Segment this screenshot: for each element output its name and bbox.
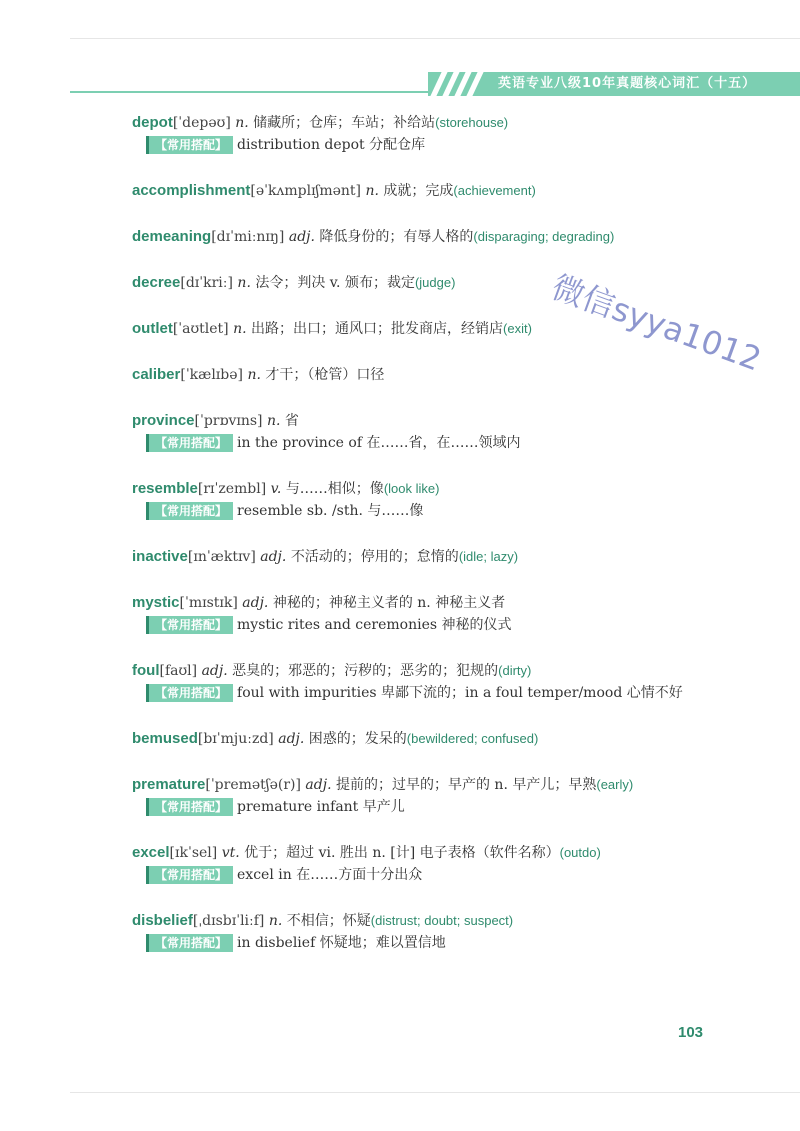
meaning: 储藏所；仓库；车站；补给站 — [253, 115, 436, 131]
synonyms: (early) — [596, 777, 634, 792]
phonetic: [ɪnˈæktɪv] — [187, 549, 256, 565]
synonyms: (bewildered; confused) — [406, 731, 539, 746]
headword: excel — [132, 844, 170, 861]
meaning: 成就；完成 — [383, 183, 454, 199]
phonetic: [dɪˈkriː] — [180, 275, 233, 291]
headword: decree — [132, 274, 181, 291]
vocab-entry — [132, 226, 752, 272]
headword: depot — [132, 114, 173, 131]
phonetic: [ˈpremətʃə(r)] — [205, 777, 301, 793]
phonetic: [ˈprɒvɪns] — [194, 413, 263, 429]
headword: premature — [132, 776, 206, 793]
phonetic: [dɪˈmiːnɪŋ] — [211, 229, 285, 245]
entry-headline — [132, 910, 752, 932]
part-of-speech: n. — [235, 115, 249, 131]
collocation-line — [132, 614, 752, 636]
phonetic: [ˈaʊtlet] — [172, 321, 229, 337]
headword: bemused — [132, 730, 198, 747]
phonetic: [ˈkælɪbə] — [180, 367, 243, 383]
header-title: 英语专业八级10年真题核心词汇（十五） — [498, 76, 757, 91]
vocab-entry — [132, 180, 752, 226]
phonetic: [ˈmɪstɪk] — [179, 595, 238, 611]
collocation: mystic rites and ceremonies 神秘的仪式 — [237, 617, 512, 633]
collocation-tag: 【常用搭配】 — [146, 136, 233, 154]
headword: resemble — [132, 480, 198, 497]
collocation-line — [132, 682, 752, 704]
phonetic: [ɪkˈsel] — [169, 845, 218, 861]
entry-headline — [132, 226, 752, 248]
part-of-speech: adj. — [305, 777, 332, 793]
collocation-line — [132, 864, 752, 886]
meaning: 困惑的；发呆的 — [308, 731, 407, 747]
meaning: 不相信；怀疑 — [286, 913, 371, 929]
part-of-speech: adj. — [288, 229, 315, 245]
synonyms: (outdo) — [559, 845, 601, 860]
meaning: 法令；判决 v. 颁布；裁定 — [255, 275, 415, 291]
meaning: 不活动的；停用的；怠惰的 — [290, 549, 459, 565]
vocab-entry — [132, 478, 752, 546]
collocation-tag: 【常用搭配】 — [146, 866, 233, 884]
part-of-speech: v. — [270, 481, 282, 497]
synonyms: (distrust; doubt; suspect) — [370, 913, 514, 928]
vocab-entry — [132, 660, 752, 728]
vocab-entry — [132, 112, 752, 180]
meaning: 与……相似；像 — [285, 481, 384, 497]
collocation: in disbelief 怀疑地；难以置信地 — [237, 935, 446, 951]
synonyms: (judge) — [414, 275, 456, 290]
part-of-speech: vt. — [221, 845, 240, 861]
entry-headline — [132, 660, 752, 682]
entry-headline — [132, 592, 752, 614]
headword: inactive — [132, 548, 188, 565]
entry-headline — [132, 728, 752, 750]
collocation-line — [132, 932, 752, 954]
entry-headline — [132, 478, 752, 500]
collocation-line — [132, 432, 752, 454]
phonetic: [faʊl] — [159, 663, 198, 679]
entry-headline — [132, 774, 752, 796]
collocation-line — [132, 500, 752, 522]
collocation: resemble sb. /sth. 与……像 — [237, 503, 424, 519]
entry-headline — [132, 364, 752, 386]
headword: foul — [132, 662, 160, 679]
header-title-box — [428, 72, 800, 96]
part-of-speech: n. — [266, 413, 281, 429]
part-of-speech: n. — [268, 913, 283, 929]
collocation-tag: 【常用搭配】 — [146, 616, 233, 634]
headword: province — [132, 412, 195, 429]
headword: accomplishment — [132, 182, 251, 199]
synonyms: (exit) — [503, 321, 532, 336]
collocation: premature infant 早产儿 — [237, 799, 405, 815]
collocation: excel in 在……方面十分出众 — [237, 867, 423, 883]
synonyms: (dirty) — [498, 663, 532, 678]
header-stripes-icon — [428, 72, 488, 96]
meaning: 出路；出口；通风口；批发商店，经销店 — [251, 321, 504, 337]
vocab-entry — [132, 546, 752, 592]
vocab-entry — [132, 842, 752, 910]
collocation-line — [132, 134, 752, 156]
collocation-tag: 【常用搭配】 — [146, 798, 233, 816]
meaning: 提前的；过早的；早产的 n. 早产儿；早熟 — [335, 777, 597, 793]
collocation: in the province of 在……省，在……领域内 — [237, 435, 521, 451]
vocab-entry — [132, 364, 752, 410]
page-number: 103 — [678, 1024, 704, 1041]
meaning: 神秘的；神秘主义者的 n. 神秘主义者 — [272, 595, 506, 611]
collocation-tag: 【常用搭配】 — [146, 502, 233, 520]
meaning: 优于；超过 vi. 胜出 n. [计] 电子表格（软件名称） — [244, 845, 560, 861]
headword: mystic — [132, 594, 180, 611]
collocation-tag: 【常用搭配】 — [146, 684, 233, 702]
phonetic: [rɪˈzembl] — [197, 481, 267, 497]
vocabulary-list — [132, 112, 752, 978]
collocation-line — [132, 796, 752, 818]
meaning: 降低身份的；有辱人格的 — [319, 229, 474, 245]
collocation: distribution depot 分配仓库 — [237, 137, 426, 153]
collocation-tag: 【常用搭配】 — [146, 934, 233, 952]
vocab-entry — [132, 410, 752, 478]
bottom-rule — [70, 1092, 800, 1093]
entry-headline — [132, 180, 752, 202]
entry-headline — [132, 112, 752, 134]
part-of-speech: adj. — [201, 663, 228, 679]
part-of-speech: n. — [365, 183, 379, 199]
synonyms: (storehouse) — [435, 115, 509, 130]
headword: demeaning — [132, 228, 212, 245]
page-header — [0, 72, 800, 96]
vocab-entry — [132, 592, 752, 660]
headword: disbelief — [132, 912, 193, 929]
part-of-speech: n. — [237, 275, 251, 291]
meaning: 才干；（枪管）口径 — [265, 367, 385, 383]
vocab-entry — [132, 910, 752, 978]
synonyms: (achievement) — [453, 183, 536, 198]
meaning: 恶臭的；邪恶的；污秽的；恶劣的；犯规的 — [232, 663, 499, 679]
meaning: 省 — [284, 413, 299, 429]
entry-headline — [132, 842, 752, 864]
collocation-tag: 【常用搭配】 — [146, 434, 233, 452]
phonetic: [bɪˈmjuːzd] — [197, 731, 274, 747]
phonetic: [ˌdɪsbɪˈliːf] — [192, 913, 265, 929]
phonetic: [ˈdepəʊ] — [172, 115, 231, 131]
vocab-entry — [132, 728, 752, 774]
synonyms: (look like) — [383, 481, 440, 496]
top-rule — [70, 38, 800, 39]
entry-headline — [132, 546, 752, 568]
synonyms: (idle; lazy) — [458, 549, 519, 564]
headword: outlet — [132, 320, 173, 337]
collocation: foul with impurities 卑鄙下流的；in a foul temper/mood 心情不好 — [237, 685, 683, 701]
watermark: 微信syya1012 — [546, 267, 767, 379]
entry-headline — [132, 272, 752, 294]
part-of-speech: n. — [233, 321, 247, 337]
entry-headline — [132, 410, 752, 432]
vocab-entry — [132, 774, 752, 842]
synonyms: (disparaging; degrading) — [473, 229, 615, 244]
headword: caliber — [132, 366, 181, 383]
part-of-speech: adj. — [242, 595, 269, 611]
part-of-speech: n. — [247, 367, 261, 383]
part-of-speech: adj. — [260, 549, 287, 565]
part-of-speech: adj. — [278, 731, 305, 747]
phonetic: [əˈkʌmplɪʃmənt] — [250, 183, 362, 199]
